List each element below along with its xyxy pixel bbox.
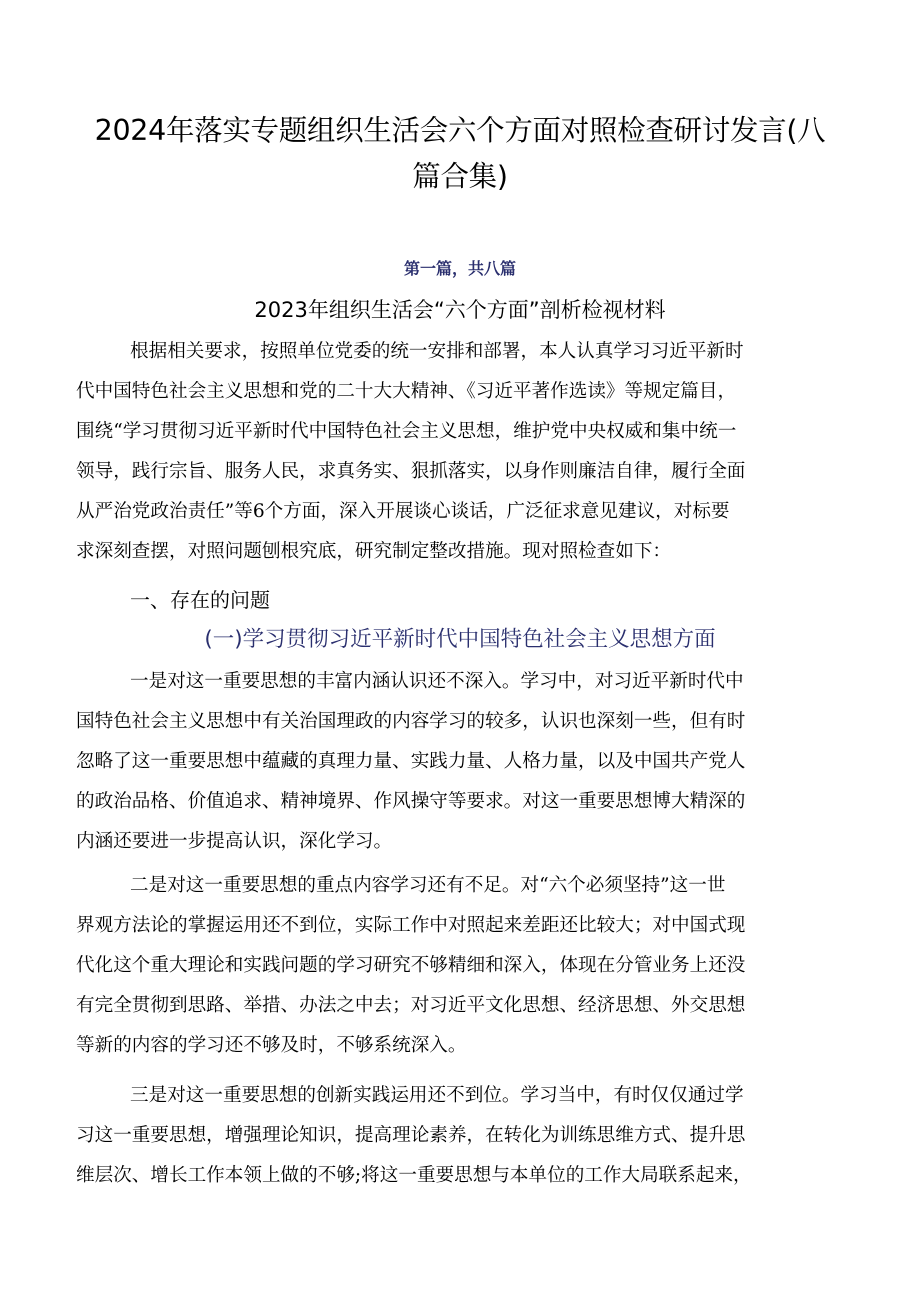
intro-line: 领导，践行宗旨、服务人民，求真务实、狠抓落实，以身作则廉洁自律，履行全面 <box>76 461 746 482</box>
intro-line: 根据相关要求，按照单位党委的统一安排和部署，本人认真学习习近平新时 <box>130 341 744 362</box>
paragraph-line: 一是对这一重要思想的丰富内涵认识还不深入。学习中，对习近平新时代中 <box>130 671 744 692</box>
intro-line: 围绕“学习贯彻习近平新时代中国特色社会主义思想，维护党中央权威和集中统一 <box>76 421 737 442</box>
paragraph-line: 忽略了这一重要思想中蕴藏的真理力量、实践力量、人格力量，以及中国共产党人 <box>76 751 746 772</box>
paragraph-line: 习这一重要思想，增强理论知识，提高理论素养，在转化为训练思维方式、提升思 <box>76 1125 746 1146</box>
paragraph-line: 内涵还要进一步提高认识，深化学习。 <box>76 831 393 852</box>
paragraph-line: 代化这个重大理论和实践问题的学习研究不够精细和深入，体现在分管业务上还没 <box>76 955 746 976</box>
intro-line: 代中国特色社会主义思想和党的二十大大精神、《习近平著作选读》等规定篇目， <box>76 381 737 402</box>
paragraph-line: 三是对这一重要思想的创新实践运用还不到位。学习当中，有时仅仅通过学 <box>130 1085 744 1106</box>
section-heading-problems: 一、存在的问题 <box>130 588 270 612</box>
subsection-heading-study: (一)学习贯彻习近平新时代中国特色社会主义思想方面 <box>204 627 716 652</box>
paragraph-line: 维层次、增长工作本领上做的不够;将这一重要思想与本单位的工作大局联系起来， <box>76 1165 752 1186</box>
paragraph-line: 国特色社会主义思想中有关治国理政的内容学习的较多，认识也深刻一些，但有时 <box>76 711 746 732</box>
part-label: 第一篇，共八篇 <box>403 259 516 278</box>
paragraph-1 <box>76 662 852 862</box>
document-title-line-1: 2024年落实专题组织生活会六个方面对照检查研讨发言(八 <box>94 114 826 147</box>
intro-line: 从严治党政治责任”等6个方面，深入开展谈心谈话，广泛征求意见建议，对标要 <box>76 501 730 522</box>
intro-paragraph <box>76 332 852 572</box>
part-title: 2023年组织生活会“六个方面”剖析检视材料 <box>254 298 666 322</box>
document-title-line-2: 篇合集) <box>412 160 508 193</box>
paragraph-line: 有完全贯彻到思路、举措、办法之中去；对习近平文化思想、经济思想、外交思想 <box>76 995 746 1016</box>
paragraph-line: 界观方法论的掌握运用还不到位，实际工作中对照起来差距还比较大；对中国式现 <box>76 915 746 936</box>
document-title <box>60 108 860 200</box>
paragraph-3 <box>76 1076 852 1196</box>
paragraph-line: 二是对这一重要思想的重点内容学习还有不足。对“六个必须坚持”这一世 <box>130 875 726 896</box>
paragraph-line: 的政治品格、价值追求、精神境界、作风操守等要求。对这一重要思想博大精深的 <box>76 791 746 812</box>
paragraph-line: 等新的内容的学习还不够及时，不够系统深入。 <box>76 1035 467 1056</box>
intro-line: 求深刻查摆，对照问题刨根究底，研究制定整改措施。现对照检查如下： <box>76 541 672 562</box>
paragraph-2 <box>76 866 852 1066</box>
